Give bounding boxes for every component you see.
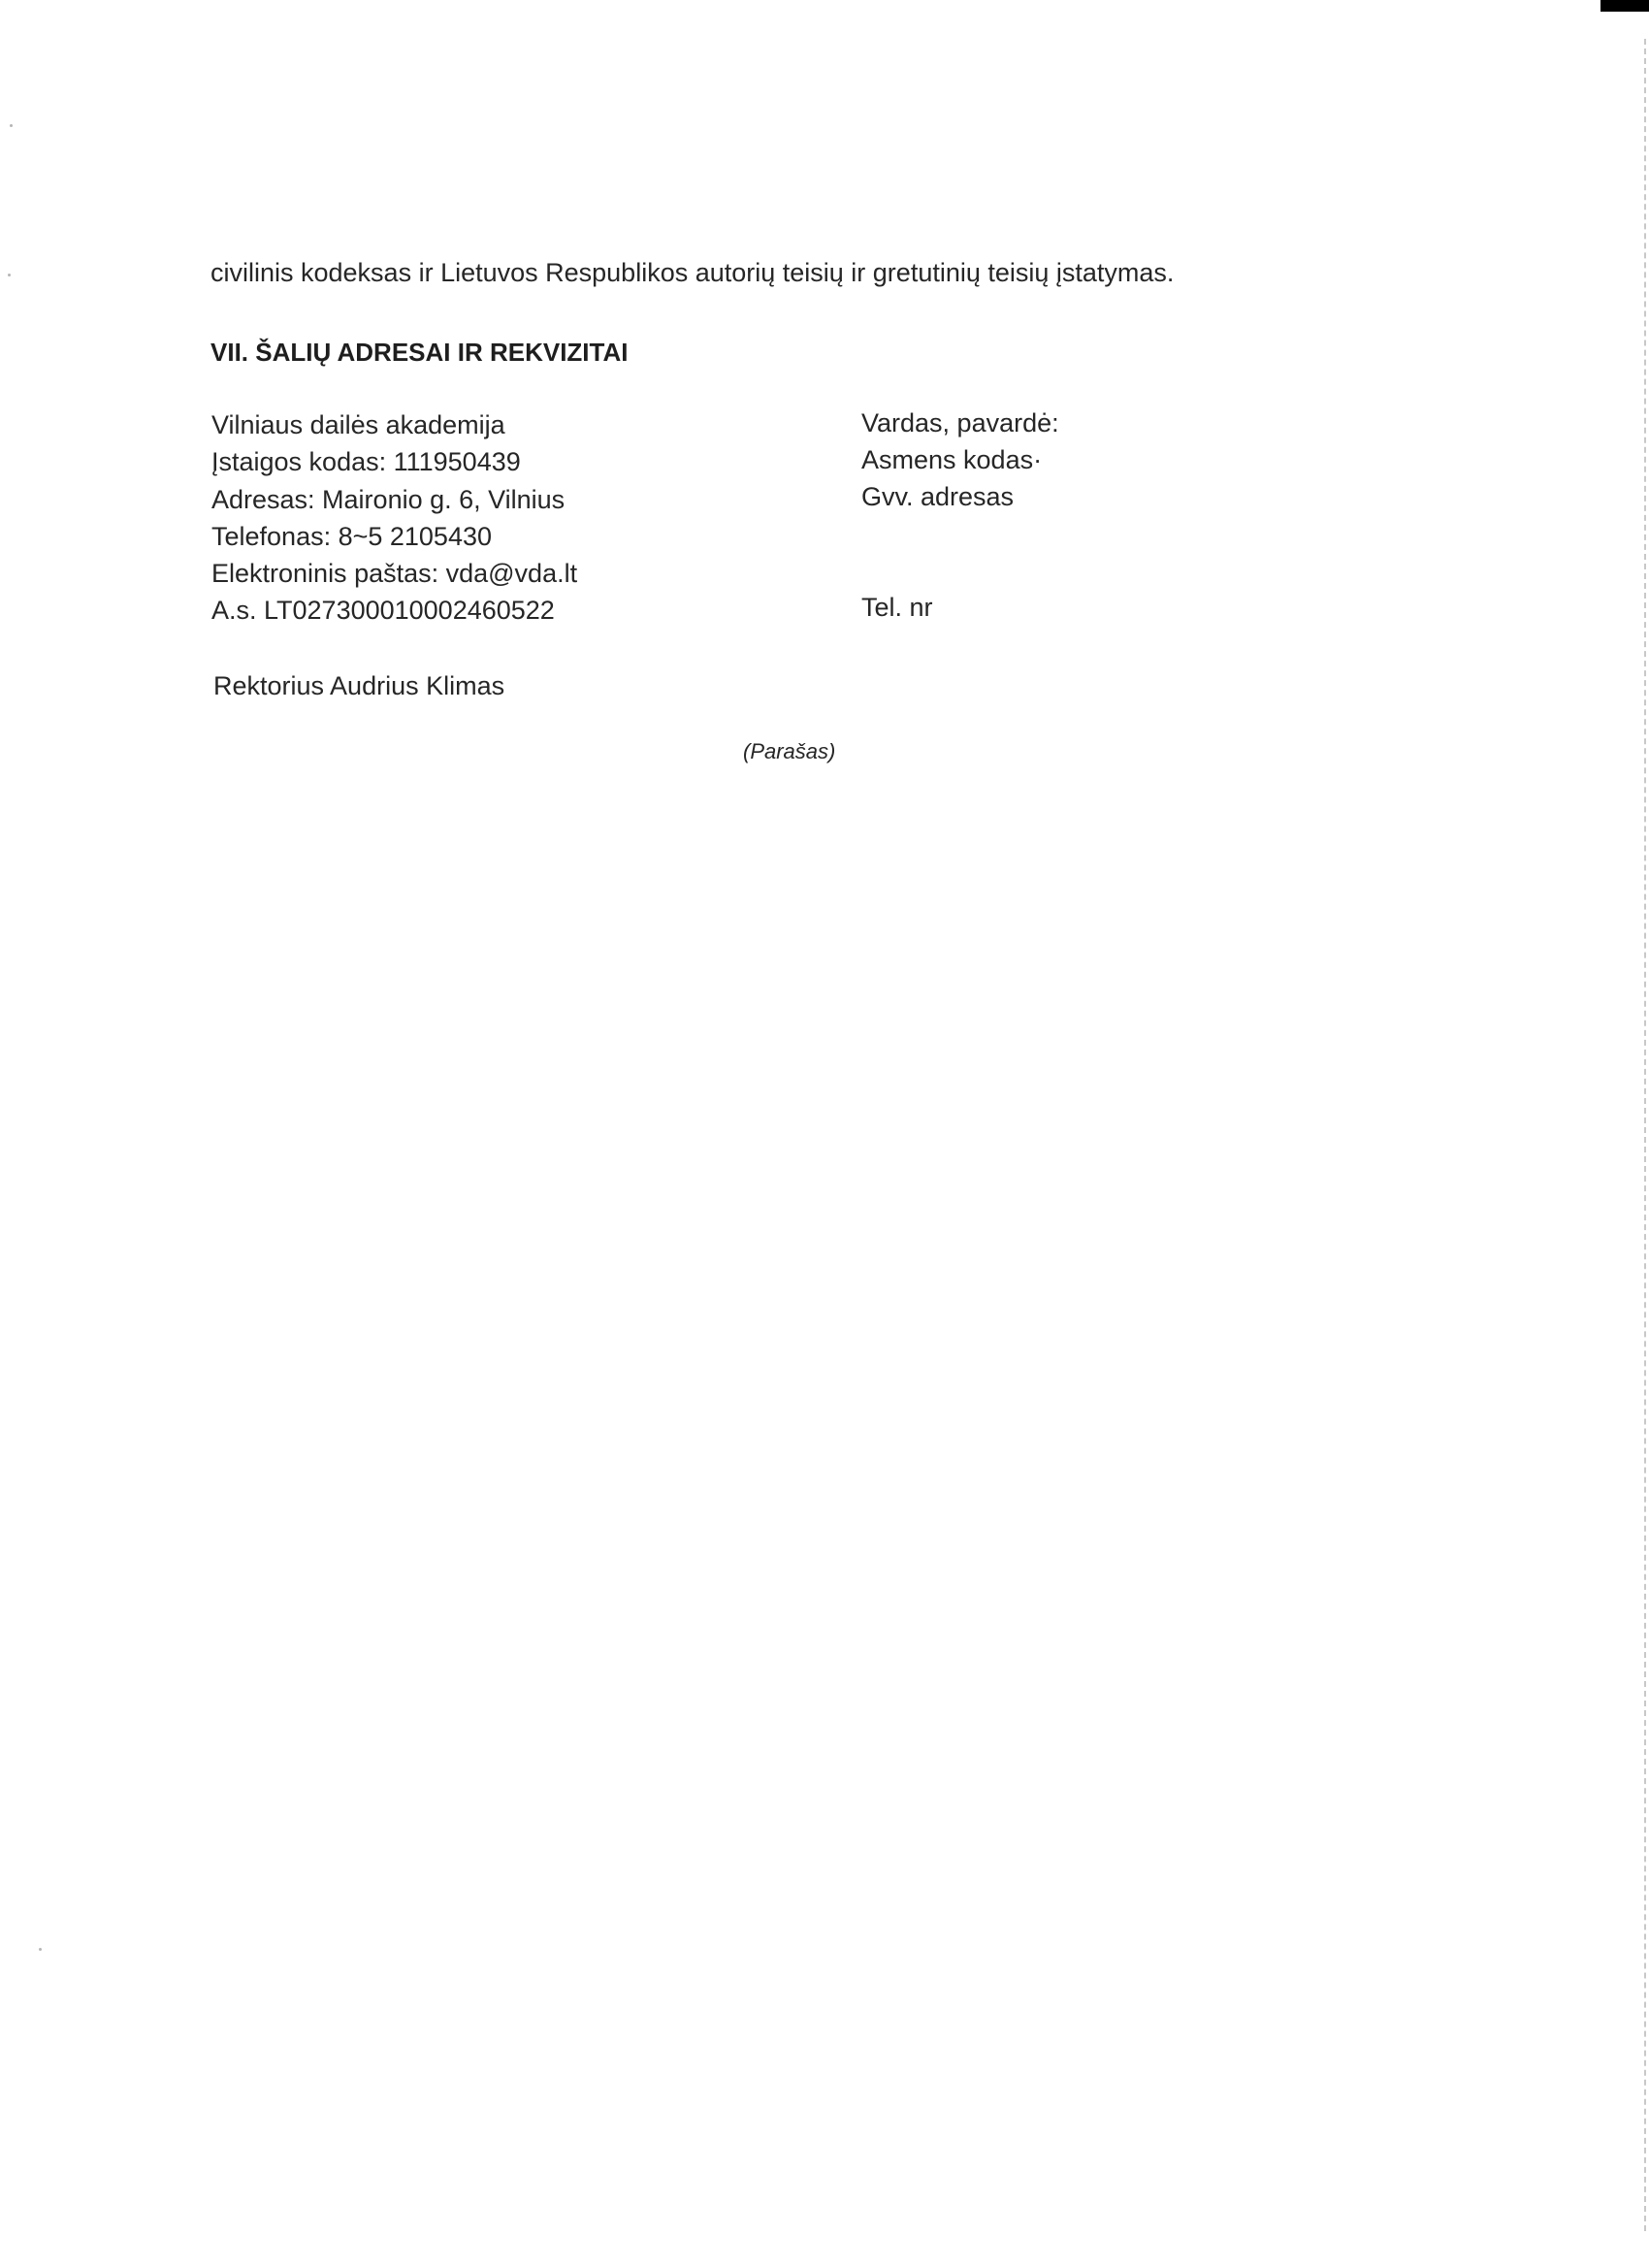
signature-caption: (Parašas) bbox=[743, 739, 836, 763]
institution-name: Vilniaus dailės akademija bbox=[211, 410, 505, 439]
scan-edge-line bbox=[1644, 39, 1646, 2231]
institution-address: Adresas: Maironio g. 6, Vilnius bbox=[211, 484, 566, 514]
phone-label: Tel. nr bbox=[861, 593, 933, 622]
left-party-details bbox=[211, 406, 577, 630]
institution-code: Įstaigos kodas: 111950439 bbox=[211, 447, 521, 477]
scan-corner-mark bbox=[1600, 0, 1649, 12]
intro-text: civilinis kodeksas ir Lietuvos Respublikos autorių teisių ir gretutinių teisių įstatymas. bbox=[210, 258, 1175, 287]
personal-code-label: Asmens kodas· bbox=[861, 445, 1043, 474]
scan-speck bbox=[10, 124, 13, 127]
name-label: Vardas, pavardė: bbox=[861, 408, 1059, 437]
institution-phone: Telefonas: 8~5 2105430 bbox=[211, 521, 492, 551]
scan-speck bbox=[39, 1948, 42, 1951]
section-heading: VII. ŠALIŲ ADRESAI IR REKVIZITAI bbox=[210, 338, 629, 367]
institution-account: A.s. LT027300010002460522 bbox=[211, 596, 555, 626]
institution-email: Elektroninis paštas: vda@vda.lt bbox=[211, 559, 578, 589]
residence-address-label: Gvv. adresas bbox=[861, 482, 1015, 511]
rector-name: Rektorius Audrius Klimas bbox=[213, 671, 505, 700]
scan-speck bbox=[8, 274, 11, 276]
right-party-details bbox=[861, 405, 1059, 626]
